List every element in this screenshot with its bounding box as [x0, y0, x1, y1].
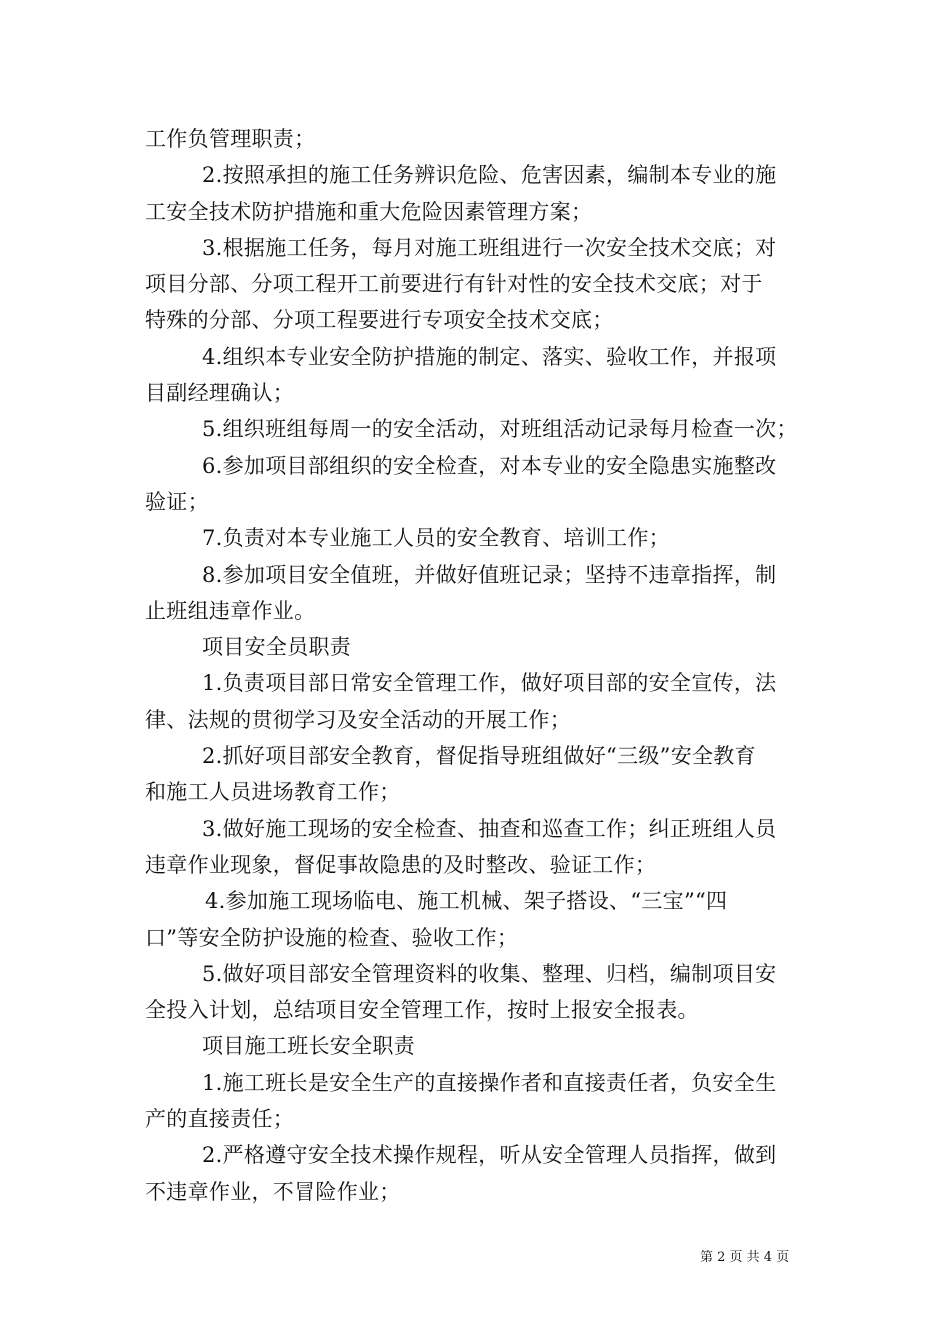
text-line: 工作负管理职责；	[145, 127, 316, 151]
text-line: 项目分部、分项工程开工前要进行有针对性的安全技术交底；对于	[145, 272, 763, 297]
text-line: 2.抓好项目部安全教育，督促指导班组做好“三级”安全教育	[202, 744, 756, 769]
text-line: 目副经理确认；	[145, 381, 295, 406]
section-heading: 项目施工班长安全职责	[202, 1034, 415, 1059]
text-line: 6.参加项目部组织的安全检查，对本专业的安全隐患实施整改	[202, 453, 777, 478]
text-line: 4.组织本专业安全防护措施的制定、落实、验收工作，并报项	[202, 344, 777, 369]
text-line: 4.参加施工现场临电、施工机械、架子搭设、“三宝”“四	[205, 889, 728, 914]
text-line: 8.参加项目安全值班，并做好值班记录；坚持不违章指挥，制	[202, 562, 777, 587]
text-line: 产的直接责任；	[145, 1107, 295, 1132]
text-line: 止班组违章作业。	[145, 598, 316, 623]
text-line: 验证；	[145, 489, 209, 514]
text-line: 7.负责对本专业施工人员的安全教育、培训工作；	[202, 526, 670, 551]
text-line: 5.做好项目部安全管理资料的收集、整理、归档，编制项目安	[202, 961, 777, 986]
text-line: 3.根据施工任务，每月对施工班组进行一次安全技术交底；对	[202, 235, 777, 260]
text-line: 特殊的分部、分项工程要进行专项安全技术交底；	[145, 308, 614, 333]
text-line: 工安全技术防护措施和重大危险因素管理方案；	[145, 199, 593, 224]
text-line: 2.按照承担的施工任务辨识危险、危害因素，编制本专业的施	[202, 163, 777, 188]
text-line: 1.施工班长是安全生产的直接操作者和直接责任者，负安全生	[202, 1070, 777, 1095]
text-line: 口”等安全防护设施的检查、验收工作；	[145, 925, 519, 950]
text-line: 违章作业现象，督促事故隐患的及时整改、验证工作；	[145, 852, 657, 877]
text-line: 2.严格遵守安全技术操作规程，听从安全管理人员指挥，做到	[202, 1143, 777, 1168]
text-line: 全投入计划，总结项目安全管理工作，按时上报安全报表。	[145, 998, 699, 1023]
page-number: 第 2 页 共 4 页	[700, 1250, 790, 1265]
text-line: 3.做好施工现场的安全检查、抽查和巡查工作；纠正班组人员	[202, 816, 777, 841]
text-line: 和施工人员进场教育工作；	[145, 780, 401, 805]
text-line: 不违章作业，不冒险作业；	[145, 1179, 401, 1204]
text-line: 律、法规的贯彻学习及安全活动的开展工作；	[145, 707, 571, 732]
text-line: 1.负责项目部日常安全管理工作，做好项目部的安全宣传，法	[202, 671, 777, 696]
document-body	[145, 121, 815, 1210]
section-heading: 项目安全员职责	[202, 635, 352, 660]
text-line: 5.组织班组每周一的安全活动，对班组活动记录每月检查一次；	[202, 417, 798, 442]
